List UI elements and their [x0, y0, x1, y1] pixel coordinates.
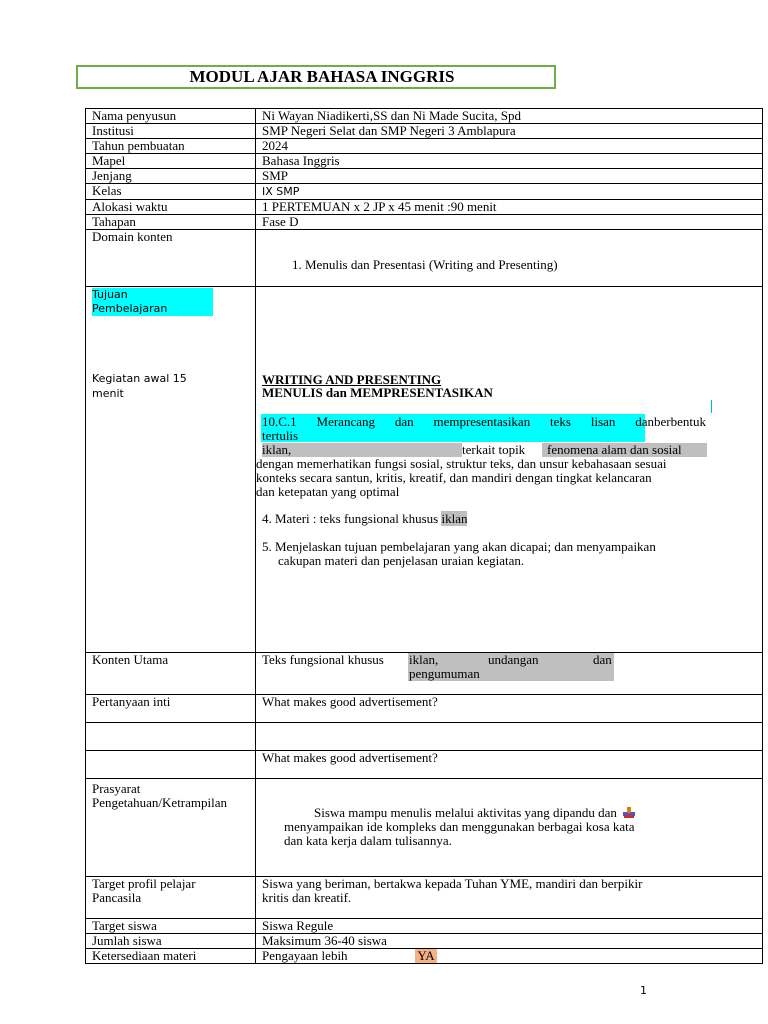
label-ketersediaan: Ketersediaan materi	[86, 949, 256, 964]
value-institusi: SMP Negeri Selat dan SMP Negeri 3 Amblapura	[256, 124, 763, 139]
embedded-object-icon	[622, 806, 636, 819]
cp-line5: konteks secara santun, kritis, kreatif, dan mandiri dengan tingkat kelancaran	[256, 470, 652, 485]
label-tahapan: Tahapan	[86, 215, 256, 230]
cursor-mark	[711, 400, 712, 413]
value-domain: 1. Menulis dan Presentasi (Writing and Presenting)	[292, 257, 558, 272]
label-target-siswa: Target siswa	[86, 919, 256, 934]
cp-line4: dengan memerhatikan fungsi sosial, struktur teks, dan unsur kebahasaan sesuai	[256, 456, 667, 471]
ya-badge: YA	[415, 949, 437, 963]
row-ketersediaan	[86, 949, 763, 964]
row-pertanyaan2	[86, 751, 763, 779]
label-kelas: Kelas	[86, 184, 256, 200]
row-tahun	[86, 139, 763, 154]
row-penyusun	[86, 109, 763, 124]
label-pertanyaan: Pertanyaan inti	[86, 695, 256, 723]
label-prasyarat-line2: Pengetahuan/Ketrampilan	[92, 795, 228, 810]
kegiatan-line1: Kegiatan awal 15	[92, 372, 187, 385]
label-tujuan-line1: Tujuan	[92, 288, 128, 301]
target-profil-line1: Siswa yang beriman, bertakwa kepada Tuhan YME, mandiri dan berpikir	[262, 876, 643, 891]
value-empty	[256, 723, 763, 751]
konten-c: pengumuman	[409, 666, 480, 681]
label-tujuan-line2: Pembelajaran	[92, 302, 168, 315]
konten-b1: iklan,	[409, 652, 439, 667]
value-jumlah: Maksimum 36-40 siswa	[256, 934, 763, 949]
row-target-profil	[86, 877, 763, 919]
label-empty	[86, 723, 256, 751]
row-alokasi	[86, 200, 763, 215]
value-pertanyaan2: What makes good advertisement?	[256, 751, 763, 779]
cp-line3-gray-a	[262, 443, 462, 457]
heading-menulis: MENULIS dan MEMPRESENTASIKAN	[262, 385, 493, 400]
value-alokasi: 1 PERTEMUAN x 2 JP x 45 menit :90 menit	[256, 200, 763, 215]
title-box	[76, 65, 556, 89]
value-target-profil	[256, 877, 763, 919]
value-jenjang: SMP	[256, 169, 763, 184]
konten-b3: dan	[593, 652, 612, 667]
value-mapel: Bahasa Inggris	[256, 154, 763, 169]
value-ketersediaan	[256, 949, 763, 964]
konten-a: Teks fungsional khusus	[262, 652, 384, 667]
item5-line1: 5. Menjelaskan tujuan pembelajaran yang akan dicapai; dan menyampaikan	[262, 539, 656, 554]
item5-line2: cakupan materi dan penjelasan uraian kegiatan.	[278, 553, 525, 568]
konten-b2: undangan	[488, 652, 539, 667]
value-kelas	[256, 184, 763, 200]
row-target-siswa	[86, 919, 763, 934]
cp-line1-a: 10.C.1 Merancang dan mempresentasikan teks lisan dan	[262, 414, 655, 429]
label-target-profil	[86, 877, 256, 919]
row-institusi	[86, 124, 763, 139]
prasyarat-cell	[256, 779, 763, 877]
target-profil-line2: kritis dan kreatif.	[262, 890, 352, 905]
heading-writing: WRITING AND PRESENTING	[262, 372, 442, 387]
pengayaan-text: Pengayaan lebih	[262, 948, 348, 963]
item-materi-a: 4. Materi : teks fungsional khusus	[262, 511, 439, 526]
row-mapel	[86, 154, 763, 169]
cp-line3-b: terkait topik	[462, 442, 526, 457]
label-penyusun: Nama penyusun	[86, 109, 256, 124]
label-konten: Konten Utama	[86, 653, 256, 695]
row-domain	[86, 230, 763, 287]
label-pertanyaan2	[86, 751, 256, 779]
cp-line6: dan ketepatan yang optimal	[256, 484, 400, 499]
row-pertanyaan	[86, 695, 763, 723]
label-tujuan	[92, 288, 213, 316]
value-kelas-text: IX SMP	[262, 185, 300, 198]
item-materi	[262, 512, 467, 526]
row-jenjang	[86, 169, 763, 184]
cp-line3-c: fenomena alam dan sosial	[547, 442, 682, 457]
value-penyusun: Ni Wayan Niadikerti,SS dan Ni Made Sucita, Spd	[256, 109, 763, 124]
cp-line2: tertulis	[262, 428, 299, 443]
label-alokasi: Alokasi waktu	[86, 200, 256, 215]
konten-cell	[256, 653, 763, 695]
label-target-profil-line1: Target profil pelajar	[92, 876, 196, 891]
label-mapel: Mapel	[86, 154, 256, 169]
kegiatan-awal	[92, 371, 249, 401]
prasyarat-line1-text: Siswa mampu menulis melalui aktivitas yang dipandu dan	[314, 805, 617, 820]
label-tahun: Tahun pembuatan	[86, 139, 256, 154]
tujuan-content-cell	[256, 287, 763, 653]
prasyarat-line3: dan kata kerja dalam tulisannya.	[284, 833, 452, 848]
kegiatan-line2: menit	[92, 387, 124, 400]
label-jenjang: Jenjang	[86, 169, 256, 184]
label-tujuan-cell	[86, 287, 256, 653]
row-kelas	[86, 184, 763, 200]
value-tahapan: Fase D	[256, 215, 763, 230]
value-tahun: 2024	[256, 139, 763, 154]
row-prasyarat	[86, 779, 763, 877]
value-domain-cell	[256, 230, 763, 287]
cp-line3-a: iklan,	[262, 442, 292, 457]
cp-line3	[262, 443, 707, 457]
row-empty	[86, 723, 763, 751]
row-jumlah	[86, 934, 763, 949]
value-target-siswa: Siswa Regule	[256, 919, 763, 934]
prasyarat-line1	[314, 806, 636, 820]
label-target-profil-line2: Pancasila	[92, 890, 142, 905]
prasyarat-line2: menyampaikan ide kompleks dan menggunakan berbagai kosa kata	[284, 819, 635, 834]
row-konten	[86, 653, 763, 695]
label-jumlah: Jumlah siswa	[86, 934, 256, 949]
item-materi-b: iklan	[441, 511, 468, 526]
row-tahapan	[86, 215, 763, 230]
value-pertanyaan: What makes good advertisement?	[256, 695, 763, 723]
cp-line1	[262, 415, 706, 429]
label-prasyarat-line1: Prasyarat	[92, 781, 141, 796]
page-number: 1	[640, 984, 647, 997]
label-prasyarat	[86, 779, 256, 877]
document-title: MODUL AJAR BAHASA INGGRIS	[189, 67, 455, 86]
module-table	[85, 108, 763, 964]
label-domain: Domain konten	[86, 230, 256, 287]
label-institusi: Institusi	[86, 124, 256, 139]
cp-line1-b: berbentuk	[654, 414, 706, 429]
row-tujuan	[86, 287, 763, 653]
